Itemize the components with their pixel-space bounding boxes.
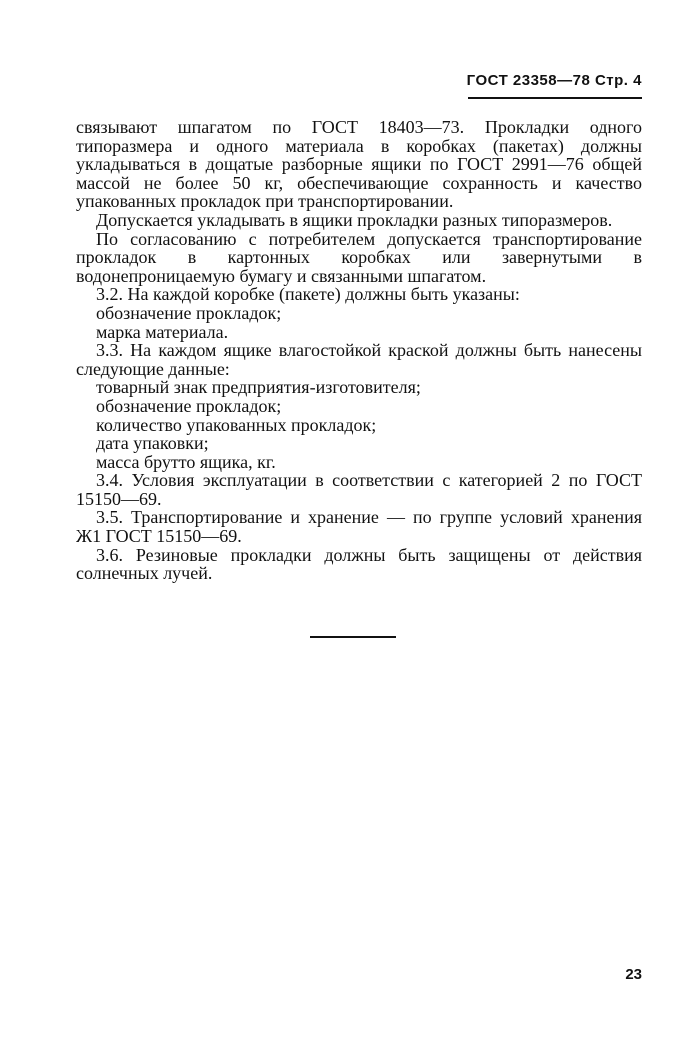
end-of-section-rule: [310, 636, 396, 638]
document-body: [76, 118, 642, 583]
list-item: дата упаковки;: [96, 433, 209, 454]
document-header: ГОСТ 23358—78 Стр. 4: [466, 72, 642, 89]
paragraph-consumer-agreement: По согласованию с потребителем допускается транспортирование прокладок в картонных коробках или завернутыми в водонепроницаемую бумагу и связанными шпагатом.: [76, 228, 642, 286]
clause-3-3: 3.3. На каждом ящике влагостойкой краской должны быть нанесены следующие данные:: [76, 340, 642, 379]
list-item: товарный знак предприятия-изготовителя;: [96, 377, 421, 398]
clause-3-5: 3.5. Транспортирование и хранение — по группе условий хранения Ж1 ГОСТ 15150—69.: [76, 507, 642, 547]
header-rule: [468, 97, 642, 99]
paragraph-packing-continued: связывают шпагатом по ГОСТ 18403—73. Прокладки одного типоразмера и одного материала в коробках (пакетах) должны укладываться в дощатые разборные ящики по ГОСТ 2991—76 общей массой не более 50 кг, обеспечивающие сохранность и качество упакованных прокладок при транспортировании.: [76, 117, 642, 212]
clause-3-4: 3.4. Условия эксплуатации в соответствии с категорией 2 по ГОСТ 15150—69.: [76, 470, 642, 509]
list-item: обозначение прокладок;: [96, 302, 282, 323]
list-item: количество упакованных прокладок;: [96, 414, 377, 435]
list-item: марка материала.: [96, 321, 229, 342]
list-item: масса брутто ящика, кг.: [96, 451, 276, 472]
paragraph-mixed-sizes: Допускается укладывать в ящики прокладки разных типоразмеров.: [96, 209, 613, 230]
clause-3-2: 3.2. На каждой коробке (пакете) должны быть указаны:: [96, 284, 520, 305]
clause-3-6: 3.6. Резиновые прокладки должны быть защищены от действия солнечных лучей.: [76, 544, 642, 584]
page-number: 23: [625, 966, 642, 983]
list-item: обозначение прокладок;: [96, 395, 282, 416]
